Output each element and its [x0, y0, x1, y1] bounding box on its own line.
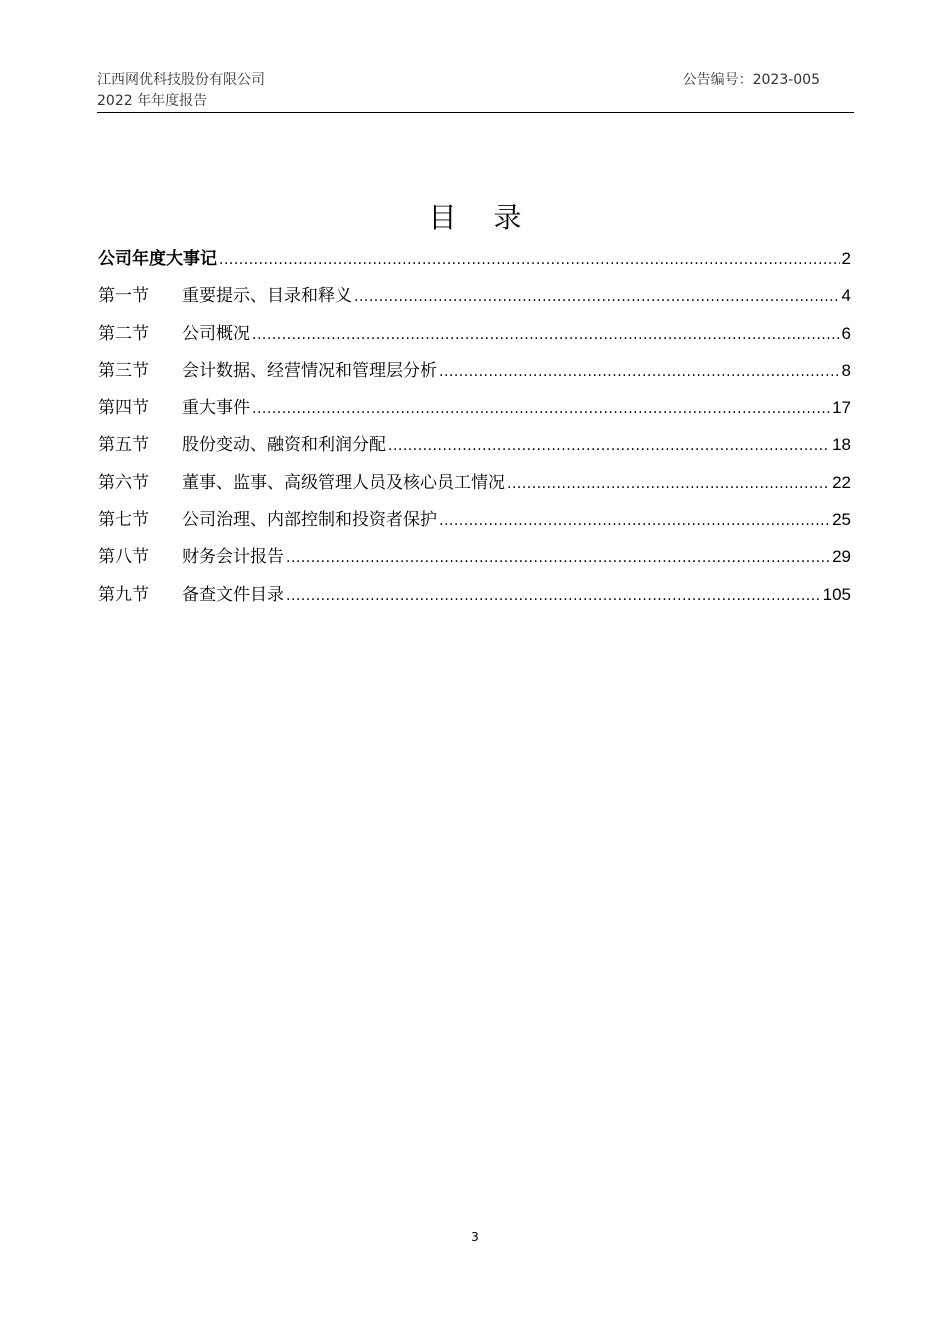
toc-entry-name: 股份变动、融资和利润分配: [182, 435, 386, 456]
toc-entry-section: 第五节: [98, 435, 149, 456]
toc-entry-section-5[interactable]: [98, 430, 851, 467]
toc-entry-name: 公司年度大事记: [98, 249, 217, 269]
toc-entry-section: 第六节: [98, 472, 149, 493]
toc-entry-name: 公司概况: [182, 323, 250, 344]
toc-entry-page: 2: [841, 249, 851, 268]
table-of-contents: [98, 244, 851, 617]
toc-leader-dots: [252, 320, 840, 350]
toc-entry-page: 25: [832, 510, 851, 530]
toc-entry-name: 重大事件: [182, 398, 250, 419]
toc-leader-dots: [439, 357, 840, 387]
toc-entry-page: 22: [832, 472, 851, 492]
toc-entry-page: 17: [832, 398, 851, 418]
report-title: 2022 年年度报告: [97, 93, 208, 109]
toc-leader-dots: [219, 245, 840, 275]
toc-leader-dots: [439, 506, 830, 536]
toc-entry-page: 105: [822, 584, 851, 604]
toc-entry-section-9[interactable]: [98, 580, 851, 617]
toc-leader-dots: [388, 431, 830, 461]
toc-leader-dots: [286, 543, 830, 573]
toc-entry-section-1[interactable]: [98, 281, 851, 318]
toc-entry-section-3[interactable]: [98, 356, 851, 393]
toc-entry-section: 第九节: [98, 584, 149, 605]
toc-entry-name: 公司治理、内部控制和投资者保护: [182, 510, 437, 531]
toc-entry-name: 董事、监事、高级管理人员及核心员工情况: [182, 472, 505, 493]
notice-number: 公告编号：2023-005: [682, 72, 820, 88]
toc-title: 目 录: [428, 201, 536, 234]
toc-entry-name: 备查文件目录: [182, 584, 284, 605]
toc-entry-name: 重要提示、目录和释义: [182, 286, 352, 307]
toc-entry-section: 第二节: [98, 323, 149, 344]
toc-entry-section: 第七节: [98, 510, 149, 531]
toc-entry-page: 18: [832, 435, 851, 455]
toc-leader-dots: [354, 282, 840, 312]
toc-entry-highlights[interactable]: [98, 244, 851, 281]
toc-entry-page: 6: [841, 323, 851, 343]
toc-leader-dots: [286, 581, 821, 611]
toc-entry-section-7[interactable]: [98, 505, 851, 542]
toc-entry-name: 会计数据、经营情况和管理层分析: [182, 360, 437, 381]
toc-leader-dots: [507, 469, 830, 499]
company-name: 江西网优科技股份有限公司: [97, 72, 265, 88]
toc-entry-section: 第三节: [98, 360, 149, 381]
toc-entry-section-8[interactable]: [98, 542, 851, 579]
toc-entry-page: 8: [841, 360, 851, 380]
toc-entry-page: 29: [832, 547, 851, 567]
toc-entry-section: 第八节: [98, 547, 149, 568]
toc-leader-dots: [252, 394, 830, 424]
toc-entry-section: 第一节: [98, 286, 149, 307]
toc-entry-section-6[interactable]: [98, 468, 851, 505]
toc-entry-section-2[interactable]: [98, 319, 851, 356]
toc-entry-page: 4: [841, 286, 851, 306]
toc-entry-name: 财务会计报告: [182, 547, 284, 568]
page-header: [97, 66, 854, 113]
toc-entry-section-4[interactable]: [98, 393, 851, 430]
toc-entry-section: 第四节: [98, 398, 149, 419]
page-number: 3: [471, 1230, 479, 1244]
